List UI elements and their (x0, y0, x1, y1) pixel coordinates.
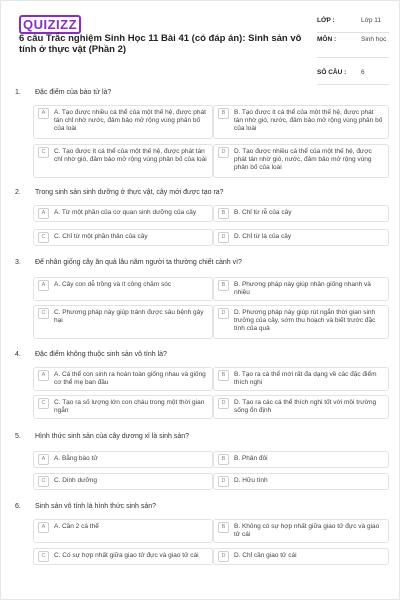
option-text: D. Chỉ từ lá của cây (234, 233, 292, 240)
option-letter: B (218, 208, 229, 219)
option-letter: C (38, 308, 49, 319)
meta-row-subject (317, 33, 389, 58)
option-letter: A (38, 370, 49, 381)
question-number: 3. (15, 259, 21, 266)
meta-label: LỚP : (317, 17, 335, 24)
option-b[interactable] (213, 367, 389, 391)
option-letter: B (218, 454, 229, 465)
option-b[interactable] (213, 277, 389, 301)
option-d[interactable] (213, 144, 389, 178)
option-a[interactable] (33, 451, 213, 468)
option-c[interactable] (33, 229, 213, 246)
option-b[interactable] (213, 105, 389, 139)
question-text: Hình thức sinh sản của cây dương xỉ là sinh sản? (35, 433, 190, 440)
option-text: D. Tạo được nhiều cá thể của một thế hệ, được phát tán nhờ gió, nước, đảm bảo mở rộng vùng phân bố của loài (234, 148, 372, 171)
option-letter: A (38, 108, 49, 119)
meta-row-count (317, 66, 389, 85)
page-title: 6 câu Trắc nghiệm Sinh Học 11 Bài 41 (có đáp án): Sinh sản vô tính ở thực vật (Phần 2) (19, 33, 302, 55)
option-letter: B (218, 280, 229, 291)
option-text: C. Phương pháp này giúp tránh được sâu bệnh gây hại (54, 309, 204, 324)
option-text: A. Bằng bào tử (54, 455, 98, 462)
question-text: Sinh sản vô tính là hình thức sinh sản? (35, 503, 157, 510)
option-text: C. Có sự hợp nhất giữa giao tử đực và giao tử cái (54, 552, 199, 559)
option-d[interactable] (213, 229, 389, 246)
option-text: A. Cá thể con sinh ra hoàn toàn giống nhau và giống cơ thể mẹ ban đầu (54, 371, 206, 386)
option-a[interactable] (33, 367, 213, 391)
option-b[interactable] (213, 519, 389, 543)
option-letter: C (38, 232, 49, 243)
option-letter: A (38, 208, 49, 219)
option-c[interactable] (33, 144, 213, 178)
option-d[interactable] (213, 305, 389, 339)
meta-label: MÔN : (317, 36, 337, 43)
option-text: D. Hữu tính (234, 477, 268, 484)
option-b[interactable] (213, 205, 389, 222)
option-text: B. Phân đôi (234, 455, 268, 462)
option-letter: C (38, 476, 49, 487)
option-text: B. Phương pháp này giúp nhân giống nhanh và nhiều (234, 281, 371, 296)
option-text: A. Cây con dễ trồng và ít công chăm sóc (54, 281, 172, 288)
question-text: Đặc điểm của bào tử là? (35, 89, 112, 96)
option-c[interactable] (33, 473, 213, 490)
option-c[interactable] (33, 548, 213, 565)
quizizz-logo: QUIZIZZ (19, 15, 81, 34)
option-letter: D (218, 232, 229, 243)
option-text: A. Từ một phần của cơ quan sinh dưỡng của cây (54, 209, 197, 216)
option-letter: C (38, 398, 49, 409)
meta-label: SỐ CÂU : (317, 69, 347, 76)
option-letter: A (38, 280, 49, 291)
option-text: C. Dinh dưỡng (54, 477, 97, 484)
option-letter: D (218, 308, 229, 319)
option-text: A. Cần 2 cá thể (54, 523, 99, 530)
option-d[interactable] (213, 548, 389, 565)
option-text: C. Chỉ từ một phần thân của cây (54, 233, 148, 240)
option-text: D. Tạo ra các cá thể thích nghi tốt với môi trường sống ổn định (234, 399, 377, 414)
option-d[interactable] (213, 395, 389, 419)
option-a[interactable] (33, 519, 213, 543)
option-d[interactable] (213, 473, 389, 490)
option-text: B. Tạo được ít cá thể của một thế hệ, được phát tán nhờ gió, nước, đảm bảo mở rộng vùng phân bố của loài (234, 109, 383, 132)
meta-row-class (317, 14, 389, 33)
option-text: B. Không có sự hợp nhất giữa giao tử đực và giao tử cái (234, 523, 380, 538)
option-text: C. Tạo được ít cá thể của một thế hệ, được phát tán chỉ nhờ gió, đảm bảo mở rộng vùng phân bố của loài (54, 148, 207, 163)
question-number: 6. (15, 503, 21, 510)
question-text: Để nhân giống cây ăn quả lâu năm người ta thường chiết cành vì? (35, 259, 242, 266)
option-letter: B (218, 108, 229, 119)
option-letter: C (38, 147, 49, 158)
option-letter: A (38, 454, 49, 465)
option-letter: D (218, 147, 229, 158)
option-letter: D (218, 551, 229, 562)
question-number: 1. (15, 89, 21, 96)
meta-value: Sinh học (361, 36, 387, 43)
option-letter: C (38, 551, 49, 562)
option-letter: B (218, 522, 229, 533)
option-letter: D (218, 476, 229, 487)
meta-value: Lớp 11 (361, 17, 382, 24)
question-text: Đặc điểm không thuộc sinh sản vô tính là? (35, 351, 167, 358)
meta-value: 6 (361, 69, 365, 76)
option-text: A. Tạo được nhiều cá thể của một thế hệ, được phát tán chỉ nhờ nước, đảm bảo mở rộng vùng phân bố của loài (54, 109, 206, 132)
option-c[interactable] (33, 305, 213, 339)
question-text: Trong sinh sản sinh dưỡng ở thực vật, cây mới được tạo ra? (35, 189, 224, 196)
option-letter: A (38, 522, 49, 533)
option-text: B. Tạo ra cá thể mới rất đa dạng về các đặc điểm thích nghi (234, 371, 377, 386)
option-a[interactable] (33, 205, 213, 222)
meta-panel (317, 14, 389, 85)
option-letter: B (218, 370, 229, 381)
option-a[interactable] (33, 105, 213, 139)
option-text: D. Phương pháp này giúp rút ngắn thời gian sinh trưởng của cây, sớm thu hoạch và biết trước đặc tính của quả (234, 309, 376, 332)
option-text: B. Chỉ từ rễ của cây (234, 209, 292, 216)
question-number: 4. (15, 351, 21, 358)
option-text: C. Tạo ra số lượng lớn con cháu trong một thời gian ngắn (54, 399, 205, 414)
option-a[interactable] (33, 277, 213, 301)
option-c[interactable] (33, 395, 213, 419)
option-b[interactable] (213, 451, 389, 468)
question-number: 5. (15, 433, 21, 440)
option-text: D. Chỉ cần giao tử cái (234, 552, 297, 559)
option-letter: D (218, 398, 229, 409)
question-number: 2. (15, 189, 21, 196)
